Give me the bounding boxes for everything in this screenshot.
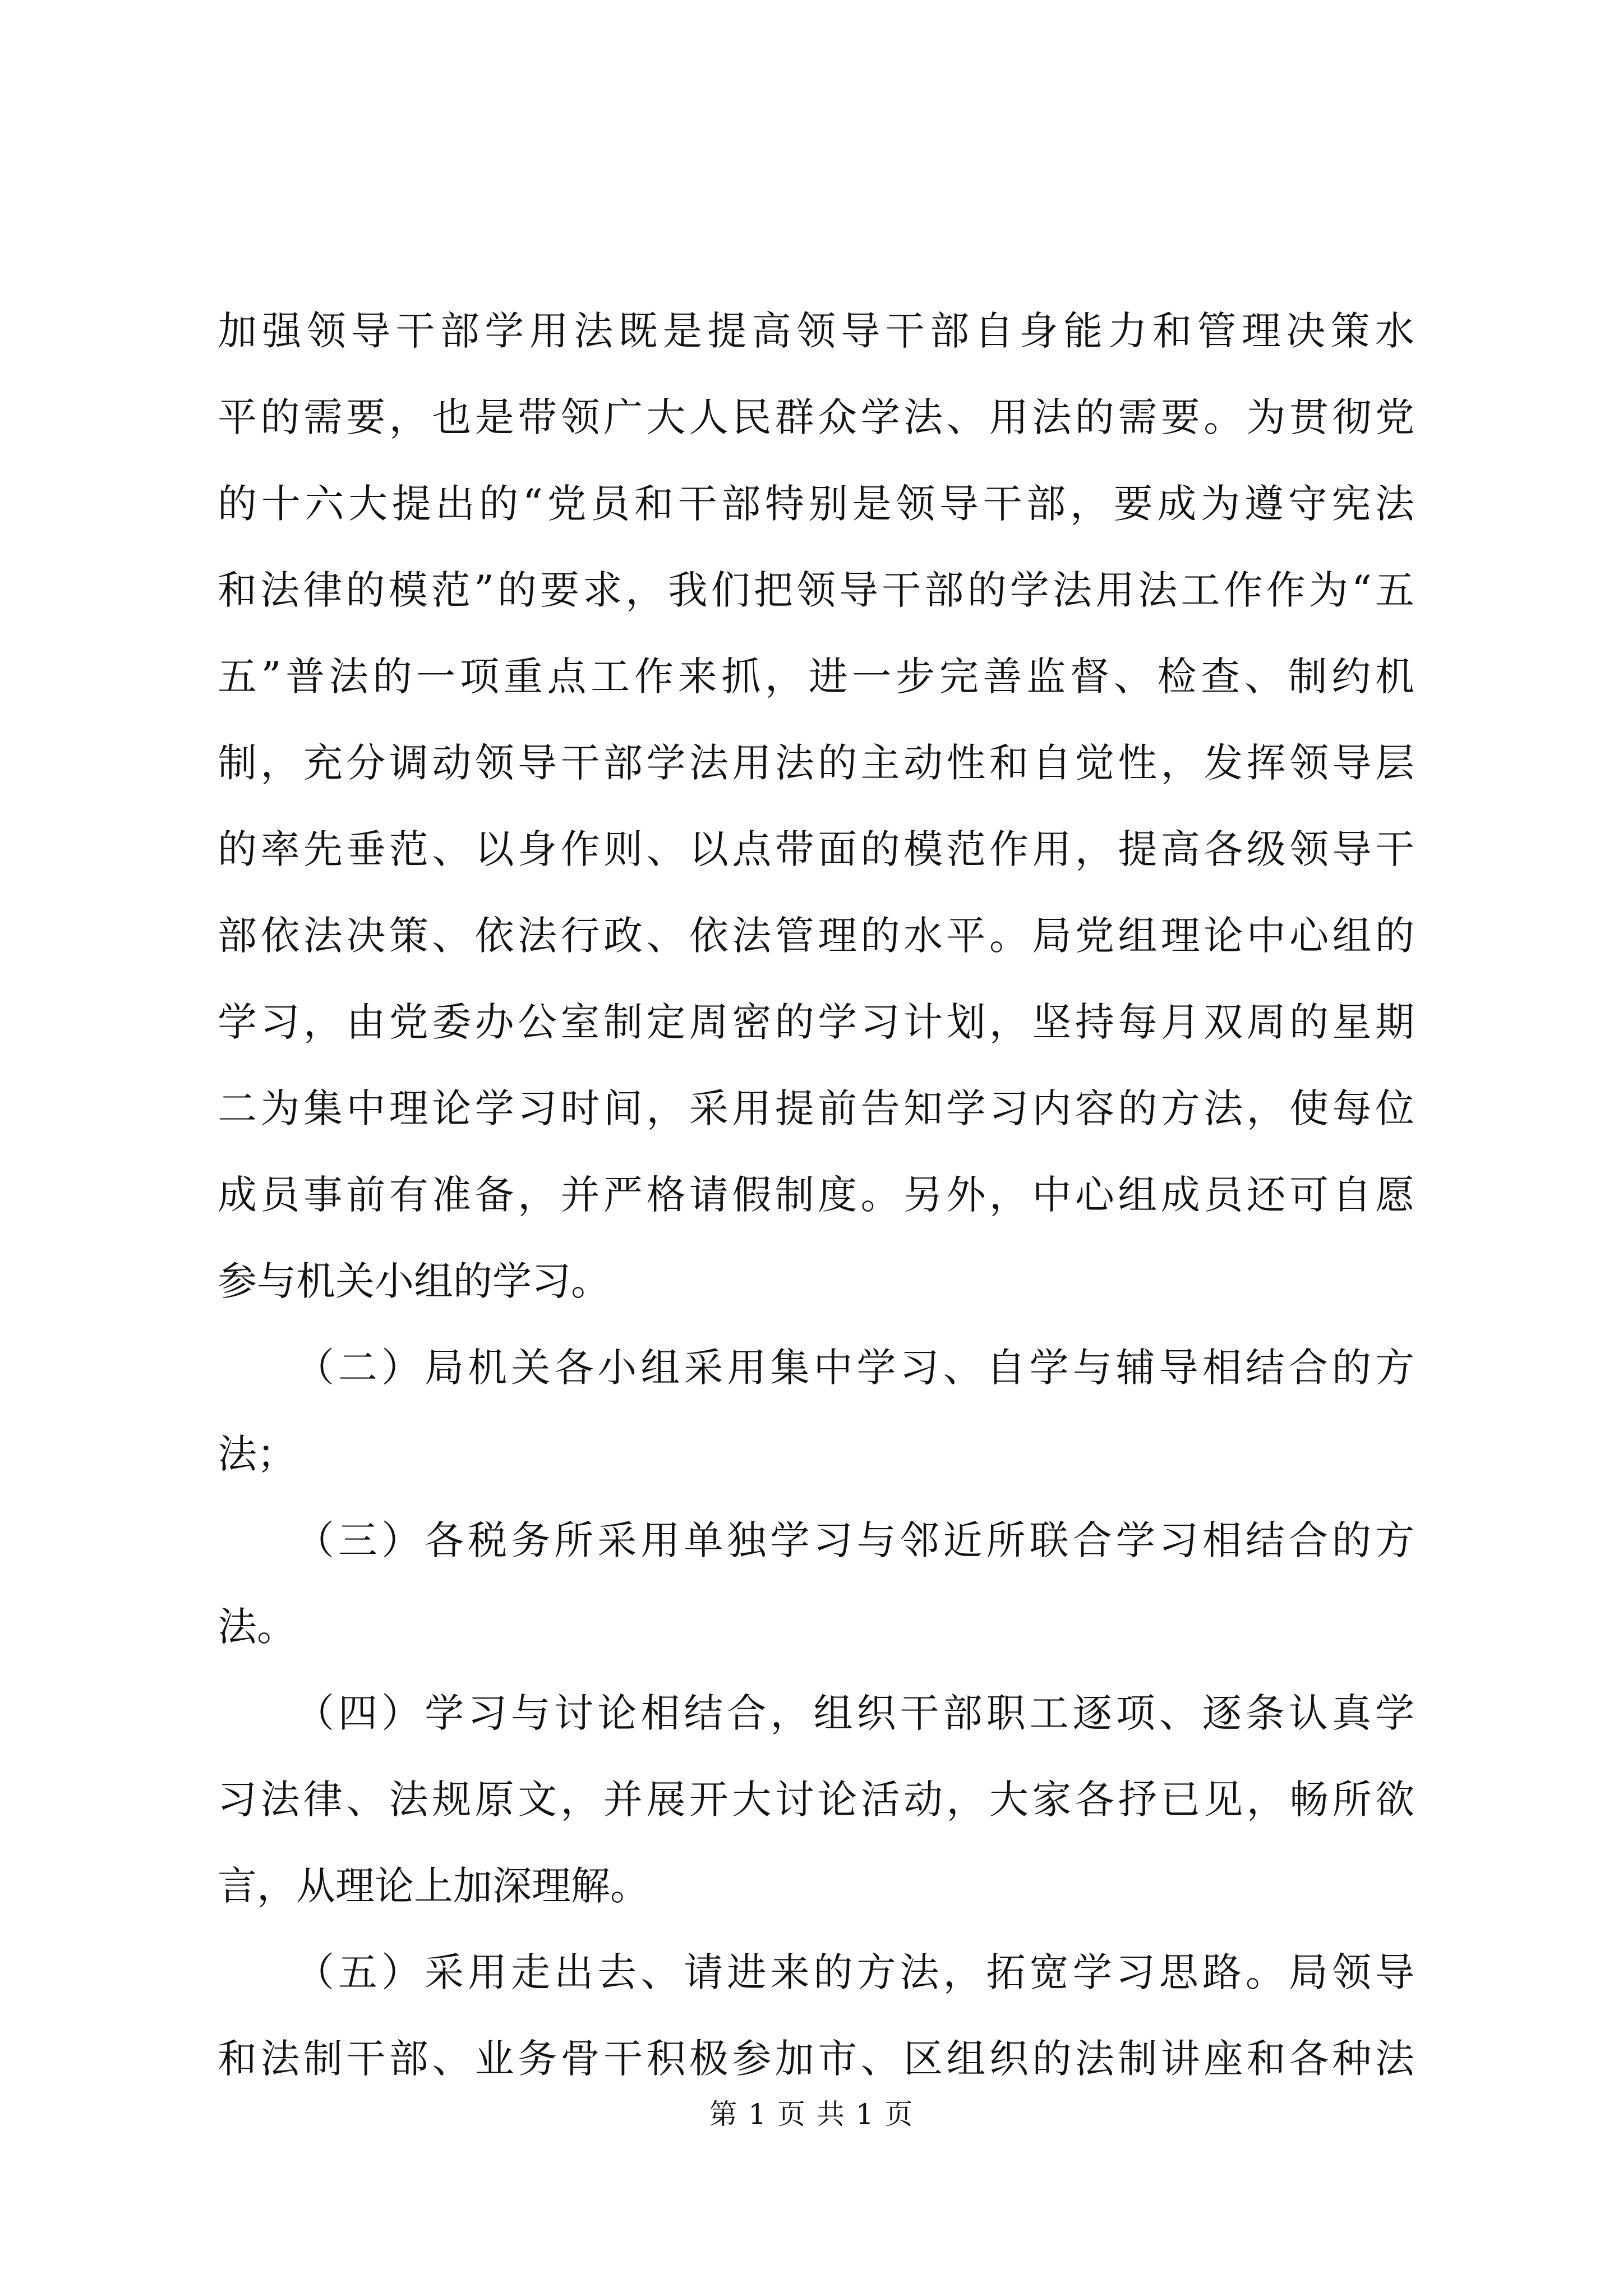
body-line: 参与机关小组的学习。	[218, 1258, 610, 1304]
body-line: 习法律、法规原文，并展开大讨论活动，大家各抒已见，畅所欲	[218, 1777, 1414, 1823]
body-line: 二为集中理论学习时间，采用提前告知学习内容的方法，使每位	[218, 1085, 1414, 1131]
body-line: （二）局机关各小组采用集中学习、自学与辅导相结合的方	[295, 1345, 1414, 1391]
body-line: 部依法决策、依法行政、依法管理的水平。局党组理论中心组的	[218, 913, 1414, 959]
body-line: 法；	[218, 1431, 296, 1477]
body-line: 制，充分调动领导干部学法用法的主动性和自觉性，发挥领导层	[218, 740, 1414, 786]
body-line: 法。	[218, 1604, 296, 1650]
body-line: 的十六大提出的“党员和干部特别是领导干部，要成为遵守宪法	[218, 481, 1414, 527]
body-line: 和法制干部、业务骨干积极参加市、区组织的法制讲座和各种法	[218, 2036, 1414, 2082]
body-line: （三）各税务所采用单独学习与邻近所联合学习相结合的方	[295, 1517, 1414, 1563]
body-line: 平的需要，也是带领广大人民群众学法、用法的需要。为贯彻党	[218, 394, 1414, 440]
body-line: 五”普法的一项重点工作来抓，进一步完善监督、检查、制约机	[218, 654, 1414, 700]
body-line: 的率先垂范、以身作则、以点带面的模范作用，提高各级领导干	[218, 826, 1414, 872]
page-number-footer: 第 1 页 共 1 页	[709, 2098, 914, 2131]
body-line: 言，从理论上加深理解。	[218, 1863, 649, 1909]
body-line: 和法律的模范”的要求，我们把领导干部的学法用法工作作为“五	[218, 567, 1414, 613]
body-line: 成员事前有准备，并严格请假制度。另外，中心组成员还可自愿	[218, 1172, 1414, 1218]
body-line: （五）采用走出去、请进来的方法，拓宽学习思路。局领导	[295, 1949, 1414, 1995]
body-line: （四）学习与讨论相结合，组织干部职工逐项、逐条认真学	[295, 1690, 1414, 1736]
body-line: 学习，由党委办公室制定周密的学习计划，坚持每月双周的星期	[218, 999, 1414, 1045]
body-line: 加强领导干部学用法既是提高领导干部自身能力和管理决策水	[218, 308, 1414, 354]
